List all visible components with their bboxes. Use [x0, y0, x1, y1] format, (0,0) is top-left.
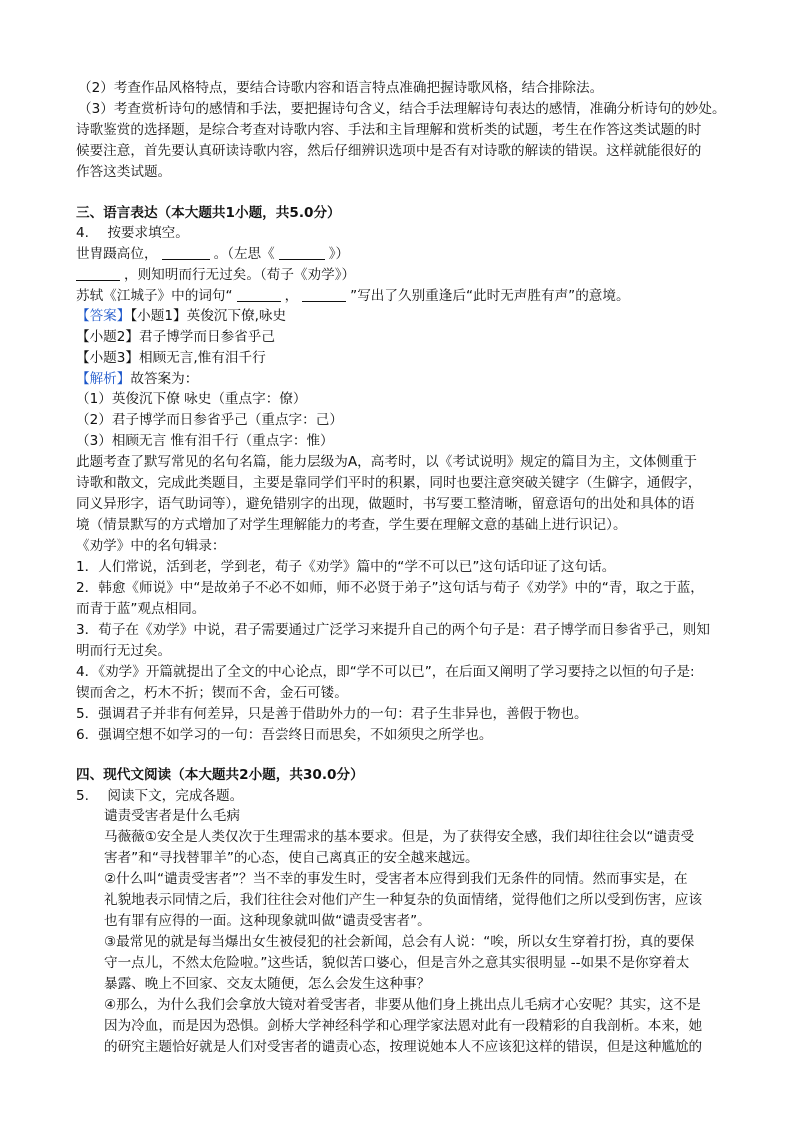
- summary-line-3: 作答这类试题。: [76, 164, 172, 180]
- article-p2-line3: 也有罪有应得的一面。这种现象就叫做“谴责受害者”。: [104, 913, 431, 929]
- analysis-line: [76, 369, 198, 389]
- analysis-point-3: （3）考查赏析诗句的感情和手法，要把握诗句含义，结合手法理解诗句表达的感情，准确分析诗句的妙处。: [78, 101, 726, 117]
- question-5: [76, 786, 243, 806]
- fill-text: ，则知明而行无过矣。（荀子《劝学》）: [124, 267, 356, 283]
- section-heading-language: 三、语言表达（本大题共1小题，共5.0分）: [76, 205, 341, 221]
- answer-text: 【小题1】英俊沉下僚,咏史: [130, 308, 287, 324]
- answer-line-3: 【小题3】相顾无言,惟有泪千行: [76, 350, 266, 366]
- quote-item-3-cont: 明而行无过矣。: [76, 643, 172, 659]
- fill-line-3: [76, 286, 630, 306]
- quote-item-3: 3．荀子在《劝学》中说，君子需要通过广泛学习来提升自己的两个句子是：君子博学而日参省乎己，则知: [76, 622, 710, 638]
- quote-item-2-cont: 而青于蓝”观点相同。: [76, 601, 206, 617]
- quote-heading: 《劝学》中的名句辑录：: [76, 538, 226, 554]
- explanation-line-1: 此题考查了默写常见的名句名篇，能力层级为A，高考时，以《考试说明》规定的篇目为主，文体侧重于: [76, 454, 698, 470]
- explanation-line-3: 同义异形字，语气助词等），避免错别字的出现，做题时，书写要工整清晰，留意语句的出处和具体的语: [76, 496, 695, 512]
- article-p3-line2: 守一点儿，不然太危险啦。”这些话，貌似苦口婆心，但是言外之意其实很明显 --如果不是你穿着太: [104, 955, 690, 971]
- explanation-line-2: 诗歌和散文，完成此类题目，主要是靠同学们平时的积累，同时也要注意突破关键字（生僻字，通假字，: [76, 475, 702, 491]
- article-p1-line1: 马薇薇①安全是人类仅次于生理需求的基本要求。但是，为了获得安全感，我们却往往会以“谴责受: [104, 829, 695, 845]
- article-p4-line3: 的研究主题恰好就是人们对受害者的谴责心态，按理说她本人不应该犯这样的错误，但是这种尴尬的: [104, 1039, 703, 1055]
- fill-text: ，: [284, 288, 299, 304]
- article-p3-line3: 暴露、晚上不回家、交友太随便，怎么会发生这种事？: [104, 976, 431, 992]
- fill-text: ”写出了久别重逢后“此时无声胜有声”的意境。: [350, 288, 630, 304]
- quote-item-6: 6．强调空想不如学习的一句：吾尝终日而思矣，不如须臾之所学也。: [76, 727, 493, 743]
- answer-tag: 【答案】: [76, 308, 131, 324]
- question-prompt: 按要求填空。: [107, 225, 189, 241]
- analysis-answer-3: （3）相顾无言 惟有泪千行（重点字：惟）: [76, 433, 334, 449]
- analysis-lead: 故答案为：: [130, 371, 199, 387]
- quote-item-4-cont: 锲而舍之，朽木不折；锲而不舍，金石可镂。: [76, 685, 348, 701]
- answer-blank: [76, 266, 120, 281]
- quote-item-1: 1．人们常说，活到老，学到老，荀子《劝学》篇中的“学不可以已”这句话印证了这句话。: [76, 559, 616, 575]
- fill-text: 世胄蹑高位，: [76, 246, 158, 262]
- quote-item-4: 4．《劝学》开篇就提出了全文的中心论点，即“学不可以已”，在后面又阐明了学习要持之以恒的句子是:: [76, 664, 695, 680]
- analysis-point-2: （2）考查作品风格特点，要结合诗歌内容和语言特点准确把握诗歌风格，结合排除法。: [78, 80, 604, 96]
- analysis-tag: 【解析】: [76, 371, 131, 387]
- answer-line-2: 【小题2】君子博学而日参省乎己: [76, 329, 275, 345]
- article-title: 谴责受害者是什么毛病: [104, 808, 240, 824]
- question-prompt: 阅读下文，完成各题。: [107, 788, 244, 804]
- article-p2-line2: 礼貌地表示同情之后，我们往往会对他们产生一种复杂的负面情绪，觉得他们之所以受到伤害，应该: [104, 892, 703, 908]
- article-p1-line2: 害者”和“寻找替罪羊”的心态，使自己离真正的安全越来越远。: [104, 850, 479, 866]
- fill-text: 。（左思《: [213, 246, 275, 262]
- answer-line-1: [76, 306, 286, 326]
- quote-item-5: 5．强调君子并非有何差异，只是善于借助外力的一句：君子生非异也，善假于物也。: [76, 706, 588, 722]
- article-p3-line1: ③最常见的就是每当爆出女生被侵犯的社会新闻，总会有人说：“唉，所以女生穿着打扮，真的要保: [104, 934, 695, 950]
- question-number: 5.: [76, 788, 89, 804]
- answer-blank: [302, 287, 346, 302]
- article-p2-line1: ②什么叫“谴责受害者”？当不幸的事发生时，受害者本应得到我们无条件的同情。然而事实是，在: [104, 871, 688, 887]
- answer-blank: [237, 287, 281, 302]
- fill-line-1: [76, 244, 349, 264]
- question-number: 4.: [76, 225, 89, 241]
- quote-item-2: 2．韩愈《师说》中“是故弟子不必不如师，师不必贤于弟子”这句话与荀子《劝学》中的“青，取之于蓝，: [76, 580, 704, 596]
- fill-line-2: [76, 265, 355, 285]
- section-heading-reading: 四、现代文阅读（本大题共2小题，共30.0分）: [76, 767, 364, 783]
- analysis-answer-1: （1）英俊沉下僚 咏史（重点字：僚）: [76, 391, 307, 407]
- answer-blank: [279, 245, 325, 260]
- analysis-answer-2: （2）君子博学而日参省乎己（重点字：己）: [76, 412, 343, 428]
- fill-text: 》）: [328, 246, 350, 262]
- article-p4-line2: 因为冷血，而是因为恐惧。剑桥大学神经科学和心理学家法恩对此有一段精彩的自我剖析。本来，她: [104, 1018, 703, 1034]
- summary-line-1: 诗歌鉴赏的选择题，是综合考查对诗歌内容、手法和主旨理解和赏析类的试题，考生在作答这类试题的时: [76, 122, 702, 138]
- answer-blank: [162, 245, 210, 260]
- summary-line-2: 候要注意，首先要认真研读诗歌内容，然后仔细辨识选项中是否有对诗歌的解读的错误。这样就能很好的: [76, 143, 702, 159]
- question-4: [76, 223, 189, 243]
- fill-text: 苏轼《江城子》中的词句“: [76, 288, 233, 304]
- explanation-line-4: 境（情景默写的方式增加了对学生理解能力的考查，学生要在理解文意的基础上进行识记）。: [76, 517, 627, 533]
- article-p4-line1: ④那么，为什么我们会拿放大镜对着受害者，非要从他们身上挑出点儿毛病才心安呢？其实，这不是: [104, 997, 701, 1013]
